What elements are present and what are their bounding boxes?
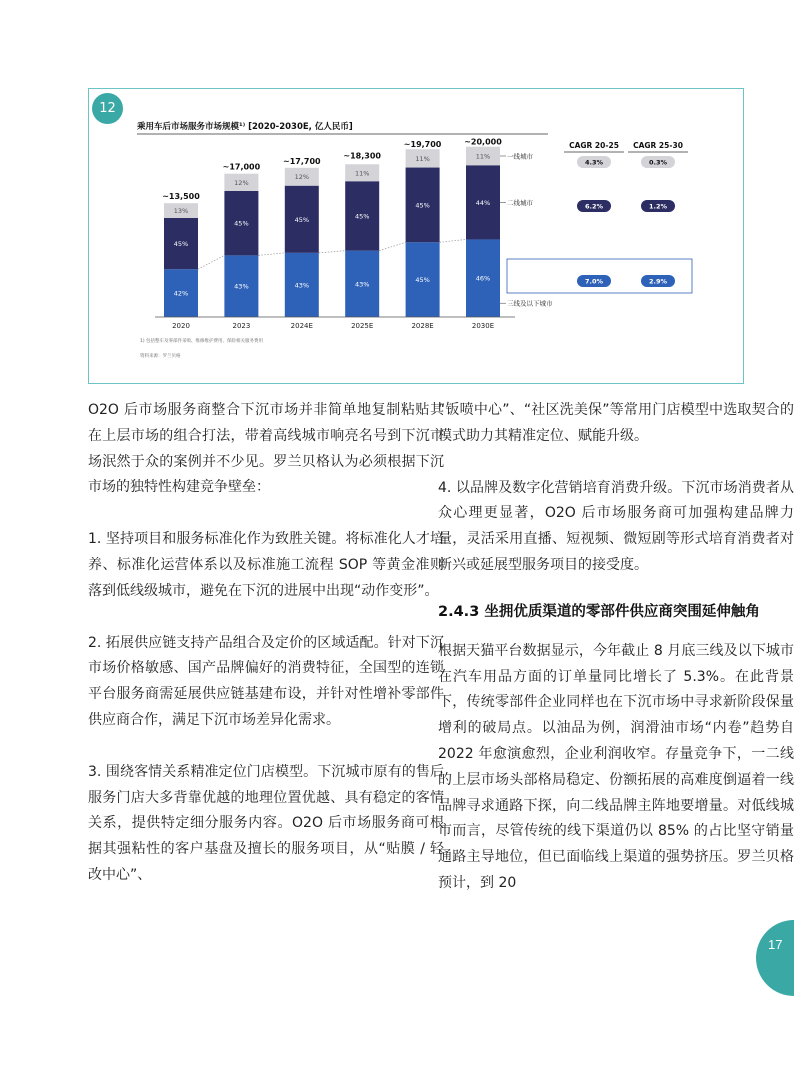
trend-connector — [319, 251, 345, 253]
total-label: ~19,700 — [403, 139, 442, 149]
segment-label: 11% — [354, 169, 370, 178]
cagr-table — [507, 141, 692, 293]
segment-label: 45% — [415, 201, 430, 210]
category-label: 2024E — [290, 322, 313, 330]
figure-footnote: 1) 包括整车及零部件采购、维修维护费用、保险相关服务费用 — [140, 339, 264, 344]
total-label: ~17,000 — [222, 162, 261, 172]
total-label: ~20,000 — [464, 137, 502, 147]
figure-source: 资料来源：罗兰贝格 — [140, 354, 181, 359]
segment-label: 45% — [234, 219, 249, 228]
segment-label: 11% — [415, 154, 430, 163]
cagr-value: 2.9% — [648, 277, 668, 286]
segment-label: 42% — [173, 289, 189, 298]
cagr-value: 1.2% — [648, 202, 668, 211]
segment-label: 46% — [475, 274, 491, 283]
cagr-value: 6.2% — [584, 202, 604, 211]
left-column — [88, 398, 444, 889]
series-label: 一线城市 — [507, 152, 533, 161]
point-2-paragraph: 2. 拓展供应链支持产品组合及定价的区域适配。针对下沉市场价格敏感、国产品牌偏好的消费特征，全国型的连锁平台服务商需延展供应链基建布设，并针对性增补零部件供应商合作，满足下沉市场差异化需求。 — [88, 634, 444, 728]
segment-label: 45% — [294, 215, 310, 224]
category-label: 2030E — [471, 322, 495, 330]
intro-paragraph: O2O 后市场服务商整合下沉市场并非简单地复制粘贴其在上层市场的组合打法，带着高线城市响亮名号到下沉市场泯然于众的案例并不少见。罗兰贝格认为必须根据下沉市场的独特性构建竞争壁垒： — [88, 402, 444, 496]
series-labels-group — [500, 151, 553, 307]
trend-connector — [379, 242, 405, 250]
continuation-paragraph: “钣喷中心”、“社区洗美保”等常用门店模型中选取契合的模式助力其精准定位、赋能升级。 — [438, 402, 794, 444]
segment-label: 43% — [354, 280, 370, 289]
section-body-paragraph: 根据天猫平台数据显示，今年截止 8 月底三线及以下城市在汽车用品方面的订单量同比增长了 5.3%。在此背景下，传统零部件企业同样也在下沉市场中寻求新阶段保量增利的破局点。以油品为例，润滑油市场“内卷”趋势自 2022 年愈演愈烈，企业利润收窄。存量竞争下，一二线的上层市场头部格局稳定、份额拓展的高难度倒逼着一线品牌寻求通路下探，向二线品牌主阵地要增量。对低线城市而言，尽管传统的线下渠道仍以 85% 的占比坚守销量通路主导地位，但已面临线上渠道的强势挤压。罗兰贝格预计，到 20 — [438, 642, 794, 891]
trend-connector — [440, 239, 466, 242]
segment-label: 43% — [294, 281, 310, 290]
bars-group — [162, 137, 502, 330]
segment-label: 44% — [475, 198, 491, 207]
trend-connector — [198, 255, 224, 269]
right-column — [438, 398, 794, 897]
category-label: 2020 — [172, 322, 190, 330]
category-label: 2023 — [232, 322, 251, 330]
segment-label: 43% — [234, 282, 249, 291]
page-number: 17 — [768, 937, 783, 952]
point-1-paragraph: 1. 坚持项目和服务标准化作为致胜关键。将标准化人才培养、标准化运营体系以及标准施工流程 SOP 等黄金准则落到低线级城市，避免在下沉的进展中出现“动作变形”。 — [88, 531, 444, 599]
point-4-paragraph: 4. 以品牌及数字化营销培育消费升级。下沉市场消费者从众心理更显著，O2O 后市场服务商可加强构建品牌力量，灵活采用直播、短视频、微短剧等形式培育消费者对新兴或延展型服务项目的接受度。 — [438, 479, 794, 573]
series-label: 二线城市 — [507, 198, 533, 207]
cagr-value: 4.3% — [584, 158, 604, 167]
series-label: 三线及以下城市 — [507, 299, 553, 308]
segment-label: 11% — [475, 152, 491, 161]
total-label: ~18,300 — [343, 151, 381, 161]
segment-label: 12% — [294, 173, 310, 182]
figure-number-badge: 12 — [92, 93, 123, 124]
cagr-header: CAGR 25-30 — [633, 141, 683, 150]
segment-label: 45% — [415, 276, 430, 285]
chart-title: 乘用车后市场服务市场规模¹⁾ [2020-2030E, 亿人民币] — [137, 122, 353, 132]
section-heading: 2.4.3 坐拥优质渠道的零部件供应商突围延伸触角 — [438, 603, 760, 620]
segment-label: 13% — [173, 207, 189, 216]
segment-label: 12% — [234, 178, 249, 187]
trend-connector — [258, 253, 284, 256]
segment-label: 45% — [354, 212, 370, 221]
category-label: 2028E — [411, 322, 434, 330]
market-size-chart — [0, 0, 794, 400]
total-label: ~13,500 — [162, 192, 200, 202]
cagr-value: 7.0% — [584, 277, 604, 286]
total-label: ~17,700 — [283, 156, 321, 166]
point-3-paragraph: 3. 围绕客情关系精准定位门店模型。下沉城市原有的售后服务门店大多背靠优越的地理位置优越、具有稳定的客情关系，提供特定细分服务内容。O2O 后市场服务商可根据其强粘性的客户基盘及擅长的服务项目，从“贴膜 / 轻改中心”、 — [88, 763, 444, 883]
page-number-badge — [756, 920, 794, 996]
category-label: 2025E — [351, 322, 374, 330]
segment-label: 45% — [173, 240, 189, 249]
cagr-header: CAGR 20-25 — [569, 141, 619, 150]
cagr-value: 0.3% — [648, 158, 668, 167]
